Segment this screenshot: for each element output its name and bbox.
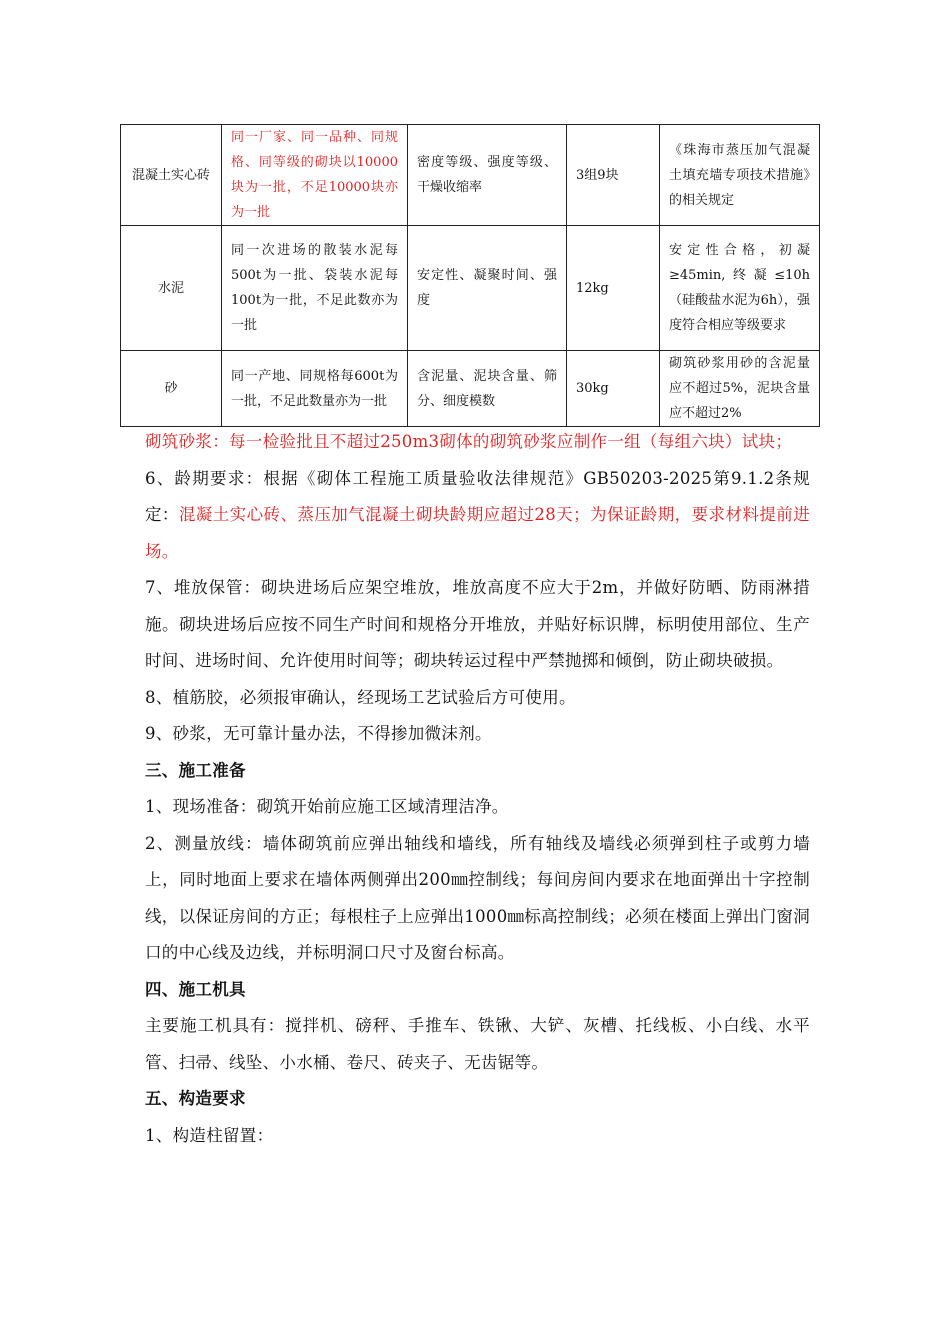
sample-qty-cell: 30kg: [567, 351, 660, 427]
requirement-cell: 砌筑砂浆用砂的含泥量应不超过5%，泥块含量应不超过2%: [660, 351, 820, 427]
batch-rule-cell: 同一产地、同规格每600t为一批，不足此数量亦为一批: [222, 351, 408, 427]
table-row: [121, 226, 820, 351]
mortar-additive-paragraph: 9、砂浆，无可靠计量办法，不得掺加微沫剂。: [145, 724, 492, 743]
rebar-glue-paragraph: 8、植筋胶，必须报审确认，经现场工艺试验后方可使用。: [145, 687, 576, 707]
test-items-cell: 密度等级、强度等级、干燥收缩率: [408, 125, 567, 226]
table-row: [121, 351, 820, 427]
sample-qty-cell: 3组9块: [567, 125, 660, 226]
survey-layout-paragraph: 2、测量放线：墙体砌筑前应弹出轴线和墙线，所有轴线及墙线必须弹到柱子或剪力墙上，同时地面上要求在墙体两侧弹出200㎜控制线；每间房间内要求在地面弹出十字控制线，以保证房间的方正；每根柱子上应弹出1000㎜标高控制线；必须在楼面上弹出门窗洞口的中心线及边线，并标明洞口尺寸及窗台标高。: [145, 833, 810, 962]
section-heading-preparation: 三、施工准备: [145, 760, 246, 780]
batch-rule-cell: 同一次进场的散装水泥每500t为一批、袋装水泥每100t为一批，不足此数亦为一批: [222, 226, 408, 351]
age-requirement-lead: 6、龄期要求：根据《砌体工程施工质量验收法律规范》GB50203-2025第9.1.2条规定：: [145, 468, 810, 524]
age-requirement-highlight: 混凝土实心砖、蒸压加气混凝土砌块龄期应超过28天；为保证龄期，要求材料提前进场。: [145, 505, 810, 561]
tools-paragraph: 主要施工机具有：搅拌机、磅秤、手推车、铁锹、大铲、灰槽、托线板、小白线、水平管、扫帚、线坠、小水桶、卷尺、砖夹子、无齿锯等。: [145, 1016, 810, 1072]
mortar-paragraph: 砌筑砂浆：每一检验批且不超过250m3砌体的砌筑砂浆应制作一组（每组六块）试块；: [145, 432, 793, 451]
requirement-cell: 安定性合格，初凝≥45min,终凝≤10h（硅酸盐水泥为6h），强度符合相应等级要求: [660, 226, 820, 351]
requirement-cell: 《珠海市蒸压加气混凝土填充墙专项技术措施》的相关规定: [660, 125, 820, 226]
section-heading-tools: 四、施工机具: [145, 979, 246, 999]
material-name-cell: 混凝土实心砖: [121, 125, 222, 226]
section-heading-structure: 五、构造要求: [145, 1089, 246, 1108]
material-inspection-table: [120, 124, 820, 427]
body-text: [145, 424, 810, 1154]
storage-paragraph: 7、堆放保管：砌块进场后应架空堆放，堆放高度不应大于2m，并做好防晒、防雨淋措施。砌块进场后应按不同生产时间和规格分开堆放，并贴好标识牌，标明使用部位、生产时间、进场时间、允许使用时间等；砌块转运过程中严禁抛掷和倾倒，防止砌块破损。: [145, 578, 810, 670]
batch-rule-cell: 同一厂家、同一品种、同规格、同等级的砌块以10000块为一批，不足10000块亦为一批: [222, 125, 408, 226]
test-items-cell: 安定性、凝聚时间、强度: [408, 226, 567, 351]
structural-column-paragraph: 1、构造柱留置：: [145, 1125, 274, 1145]
table-row: [121, 125, 820, 226]
material-name-cell: 砂: [121, 351, 222, 427]
material-name-cell: 水泥: [121, 226, 222, 351]
test-items-cell: 含泥量、泥块含量、筛分、细度模数: [408, 351, 567, 427]
site-prep-paragraph: 1、现场准备：砌筑开始前应施工区域清理洁净。: [145, 797, 509, 816]
sample-qty-cell: 12kg: [567, 226, 660, 351]
age-requirement-paragraph: [145, 461, 810, 571]
